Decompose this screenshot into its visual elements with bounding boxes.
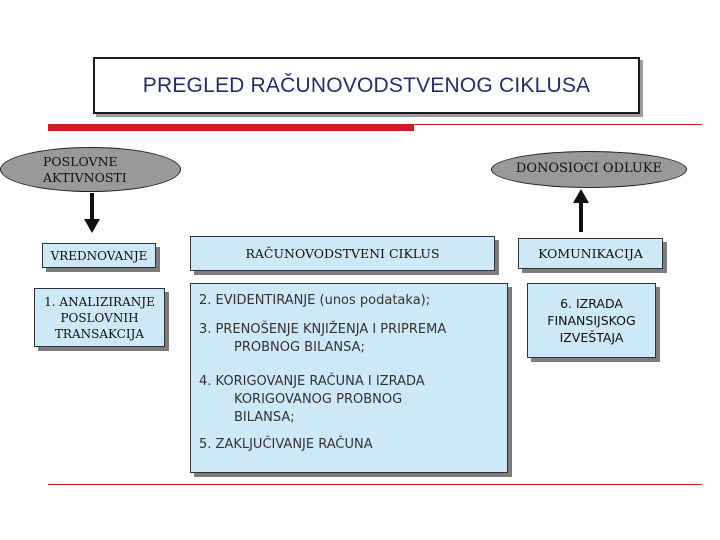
down-arrow-head-icon	[84, 219, 100, 233]
ciklus-step-3-line-1: 3. PRENOŠENJE KNJIŽENJA I PRIPREMA	[199, 322, 447, 337]
analiziranje-line-1: 1. ANALIZIRANJE	[44, 294, 155, 309]
komunikacija-box	[518, 238, 663, 269]
ciklus-step-4-line-1: 4. KORIGOVANJE RAČUNA I IZRADA	[199, 374, 425, 389]
izrada-line-3: IZVEŠTAJA	[559, 330, 624, 345]
izrada-izvestaja-box	[527, 283, 656, 358]
analiziranje-line-2: POSLOVNIH	[60, 310, 139, 325]
racunovodstveni-ciklus-header	[190, 236, 495, 271]
ciklus-step-4	[199, 373, 425, 427]
ciklus-step-4-line-2: KORIGOVANOG PROBNOG	[234, 392, 403, 407]
izrada-line-2: FINANSIJSKOG	[547, 313, 636, 328]
down-arrow-shaft	[90, 193, 94, 221]
donosioci-odluke-label: DONOSIOCI ODLUKE	[515, 161, 663, 177]
bottom-red-line	[48, 484, 702, 485]
analiziranje-box	[34, 288, 165, 347]
izrada-line-1: 6. IZRADA	[560, 296, 623, 311]
ciklus-step-2-line-1: 2. EVIDENTIRANJE (unos podataka);	[199, 293, 431, 308]
vrednovanje-label: VREDNOVANJE	[50, 248, 148, 263]
poslovne-aktivnosti-ellipse	[0, 147, 181, 192]
diagram-title: PREGLED RAČUNOVODSTVENOG CIKLUSA	[93, 57, 640, 114]
up-arrow-shaft	[579, 202, 583, 232]
vrednovanje-box	[42, 243, 156, 268]
ciklus-step-3	[199, 321, 446, 357]
ciklus-step-5	[199, 436, 373, 454]
top-red-bar	[48, 125, 414, 131]
ellipse-line-1: POSLOVNE	[43, 153, 118, 169]
analiziranje-line-3: TRANSAKCIJA	[54, 326, 145, 341]
ciklus-step-4-line-3: BILANSA;	[234, 410, 295, 425]
ciklus-step-3-line-2: PROBNOG BILANSA;	[234, 340, 365, 355]
ciklus-steps-box	[190, 283, 508, 473]
ciklus-step-2	[199, 292, 430, 310]
racunovodstveni-ciklus-label: RAČUNOVODSTVENI CIKLUS	[245, 246, 440, 261]
ciklus-step-5-line-1: 5. ZAKLJUČIVANJE RAČUNA	[199, 437, 373, 452]
donosioci-odluke-ellipse	[491, 151, 687, 188]
komunikacija-label: KOMUNIKACIJA	[538, 246, 643, 261]
up-arrow-head-icon	[573, 189, 589, 203]
ellipse-line-2: AKTIVNOSTI	[43, 169, 127, 185]
